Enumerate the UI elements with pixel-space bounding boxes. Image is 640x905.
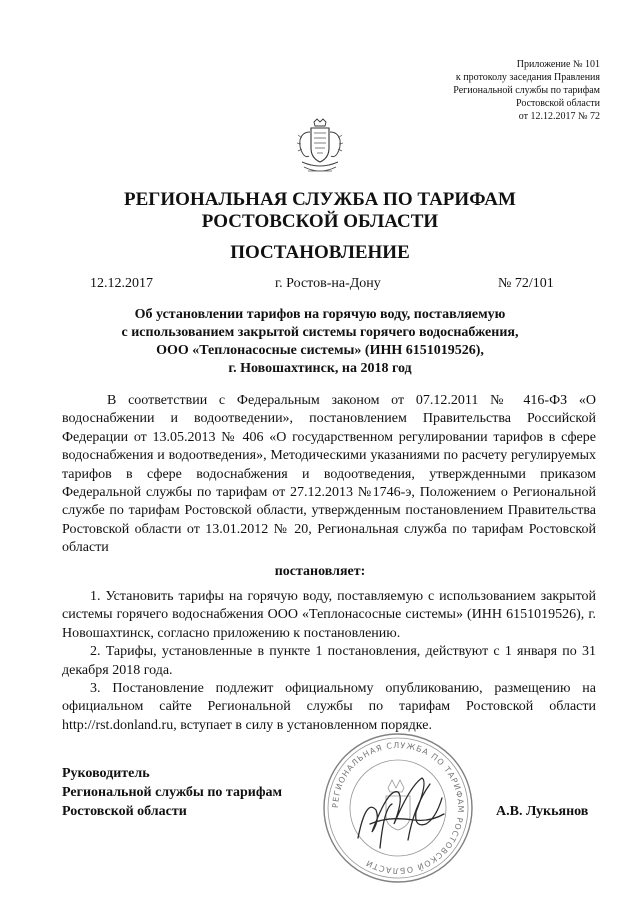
subject-line: ООО «Теплонасосные системы» (ИНН 6151019526), bbox=[156, 343, 484, 358]
subject-line: с использованием закрытой системы горячего водоснабжения, bbox=[121, 325, 519, 340]
signer-name: А.В. Лукьянов bbox=[496, 804, 589, 819]
org-title-region: РОСТОВСКОЙ ОБЛАСТИ bbox=[201, 211, 439, 232]
appendix-line: Региональной службы по тарифам bbox=[453, 85, 600, 96]
svg-text:РЕГИОНАЛЬНАЯ СЛУЖБА ПО ТАРИФАМ bbox=[331, 741, 465, 875]
signer-title-line: Ростовской области bbox=[62, 804, 187, 819]
handwritten-signature bbox=[358, 778, 444, 848]
signer-title-line: Региональной службы по тарифам bbox=[62, 785, 283, 800]
signer-title bbox=[62, 764, 282, 821]
appendix-line: от 12.12.2017 № 72 bbox=[518, 111, 600, 122]
resolution-item: 2. Тарифы, установленные в пункте 1 постановления, действуют с 1 января по 31 декабря 2018 года. bbox=[62, 644, 596, 678]
document-number: № 72/101 bbox=[498, 276, 554, 291]
document-meta bbox=[0, 274, 640, 294]
appendix-note bbox=[340, 58, 600, 123]
document-date: 12.12.2017 bbox=[90, 276, 153, 291]
appendix-line: Ростовской области bbox=[516, 98, 600, 109]
resolves-heading: постановляет: bbox=[274, 564, 366, 579]
document-type: ПОСТАНОВЛЕНИЕ bbox=[230, 242, 410, 263]
subject-line: Об установлении тарифов на горячую воду, поставляемую bbox=[134, 307, 506, 322]
appendix-line: к протоколу заседания Правления bbox=[455, 72, 600, 83]
resolution-item: 3. Постановление подлежит официальному опубликованию, размещению на официальном сайте Региональной службы по тарифам Ростовской области http://rst.donland.ru, вступает в силу в установленном порядке. bbox=[62, 681, 596, 733]
resolution-items bbox=[62, 588, 596, 735]
subject-line: г. Новошахтинск, на 2018 год bbox=[228, 361, 412, 376]
coat-of-arms-icon bbox=[294, 118, 346, 178]
official-seal bbox=[318, 728, 478, 888]
org-title: РЕГИОНАЛЬНАЯ СЛУЖБА ПО ТАРИФАМ bbox=[124, 189, 516, 210]
document-place: г. Ростов-на-Дону bbox=[275, 276, 381, 291]
appendix-line: Приложение № 101 bbox=[516, 59, 600, 70]
document-subject bbox=[0, 306, 640, 378]
seal-text: РЕГИОНАЛЬНАЯ СЛУЖБА ПО ТАРИФАМ РОСТОВСКОЙ ОБЛАСТИ bbox=[330, 740, 466, 876]
signer-title-line: Руководитель bbox=[62, 766, 150, 781]
preamble-paragraph: В соответствии с Федеральным законом от 07.12.2011 № 416-ФЗ «О водоснабжении и водоотведении», постановлением Правительства Российской Федерации от 13.05.2013 № 406 «О государственном регулировании тарифов в сфере водоснабжения и водоотведения», Методическими указаниями по расчету регулируемых тарифов в сфере водоснабжения и водоотведения, утвержденными приказом Федеральной службы по тарифам от 27.12.2013 №1746-э, Положением о Региональной службе по тарифам Ростовской области, утвержденным постановлением Правительства Ростовской области от 13.01.2012 № 20, Региональная служба по тарифам Ростовской области bbox=[62, 393, 596, 556]
resolution-item: 1. Установить тарифы на горячую воду, поставляемую с использованием закрытой системы горячего водоснабжения ООО «Теплонасосные системы» (ИНН 6151019526), г. Новошахтинск, согласно приложению к постановлению. bbox=[62, 589, 596, 641]
